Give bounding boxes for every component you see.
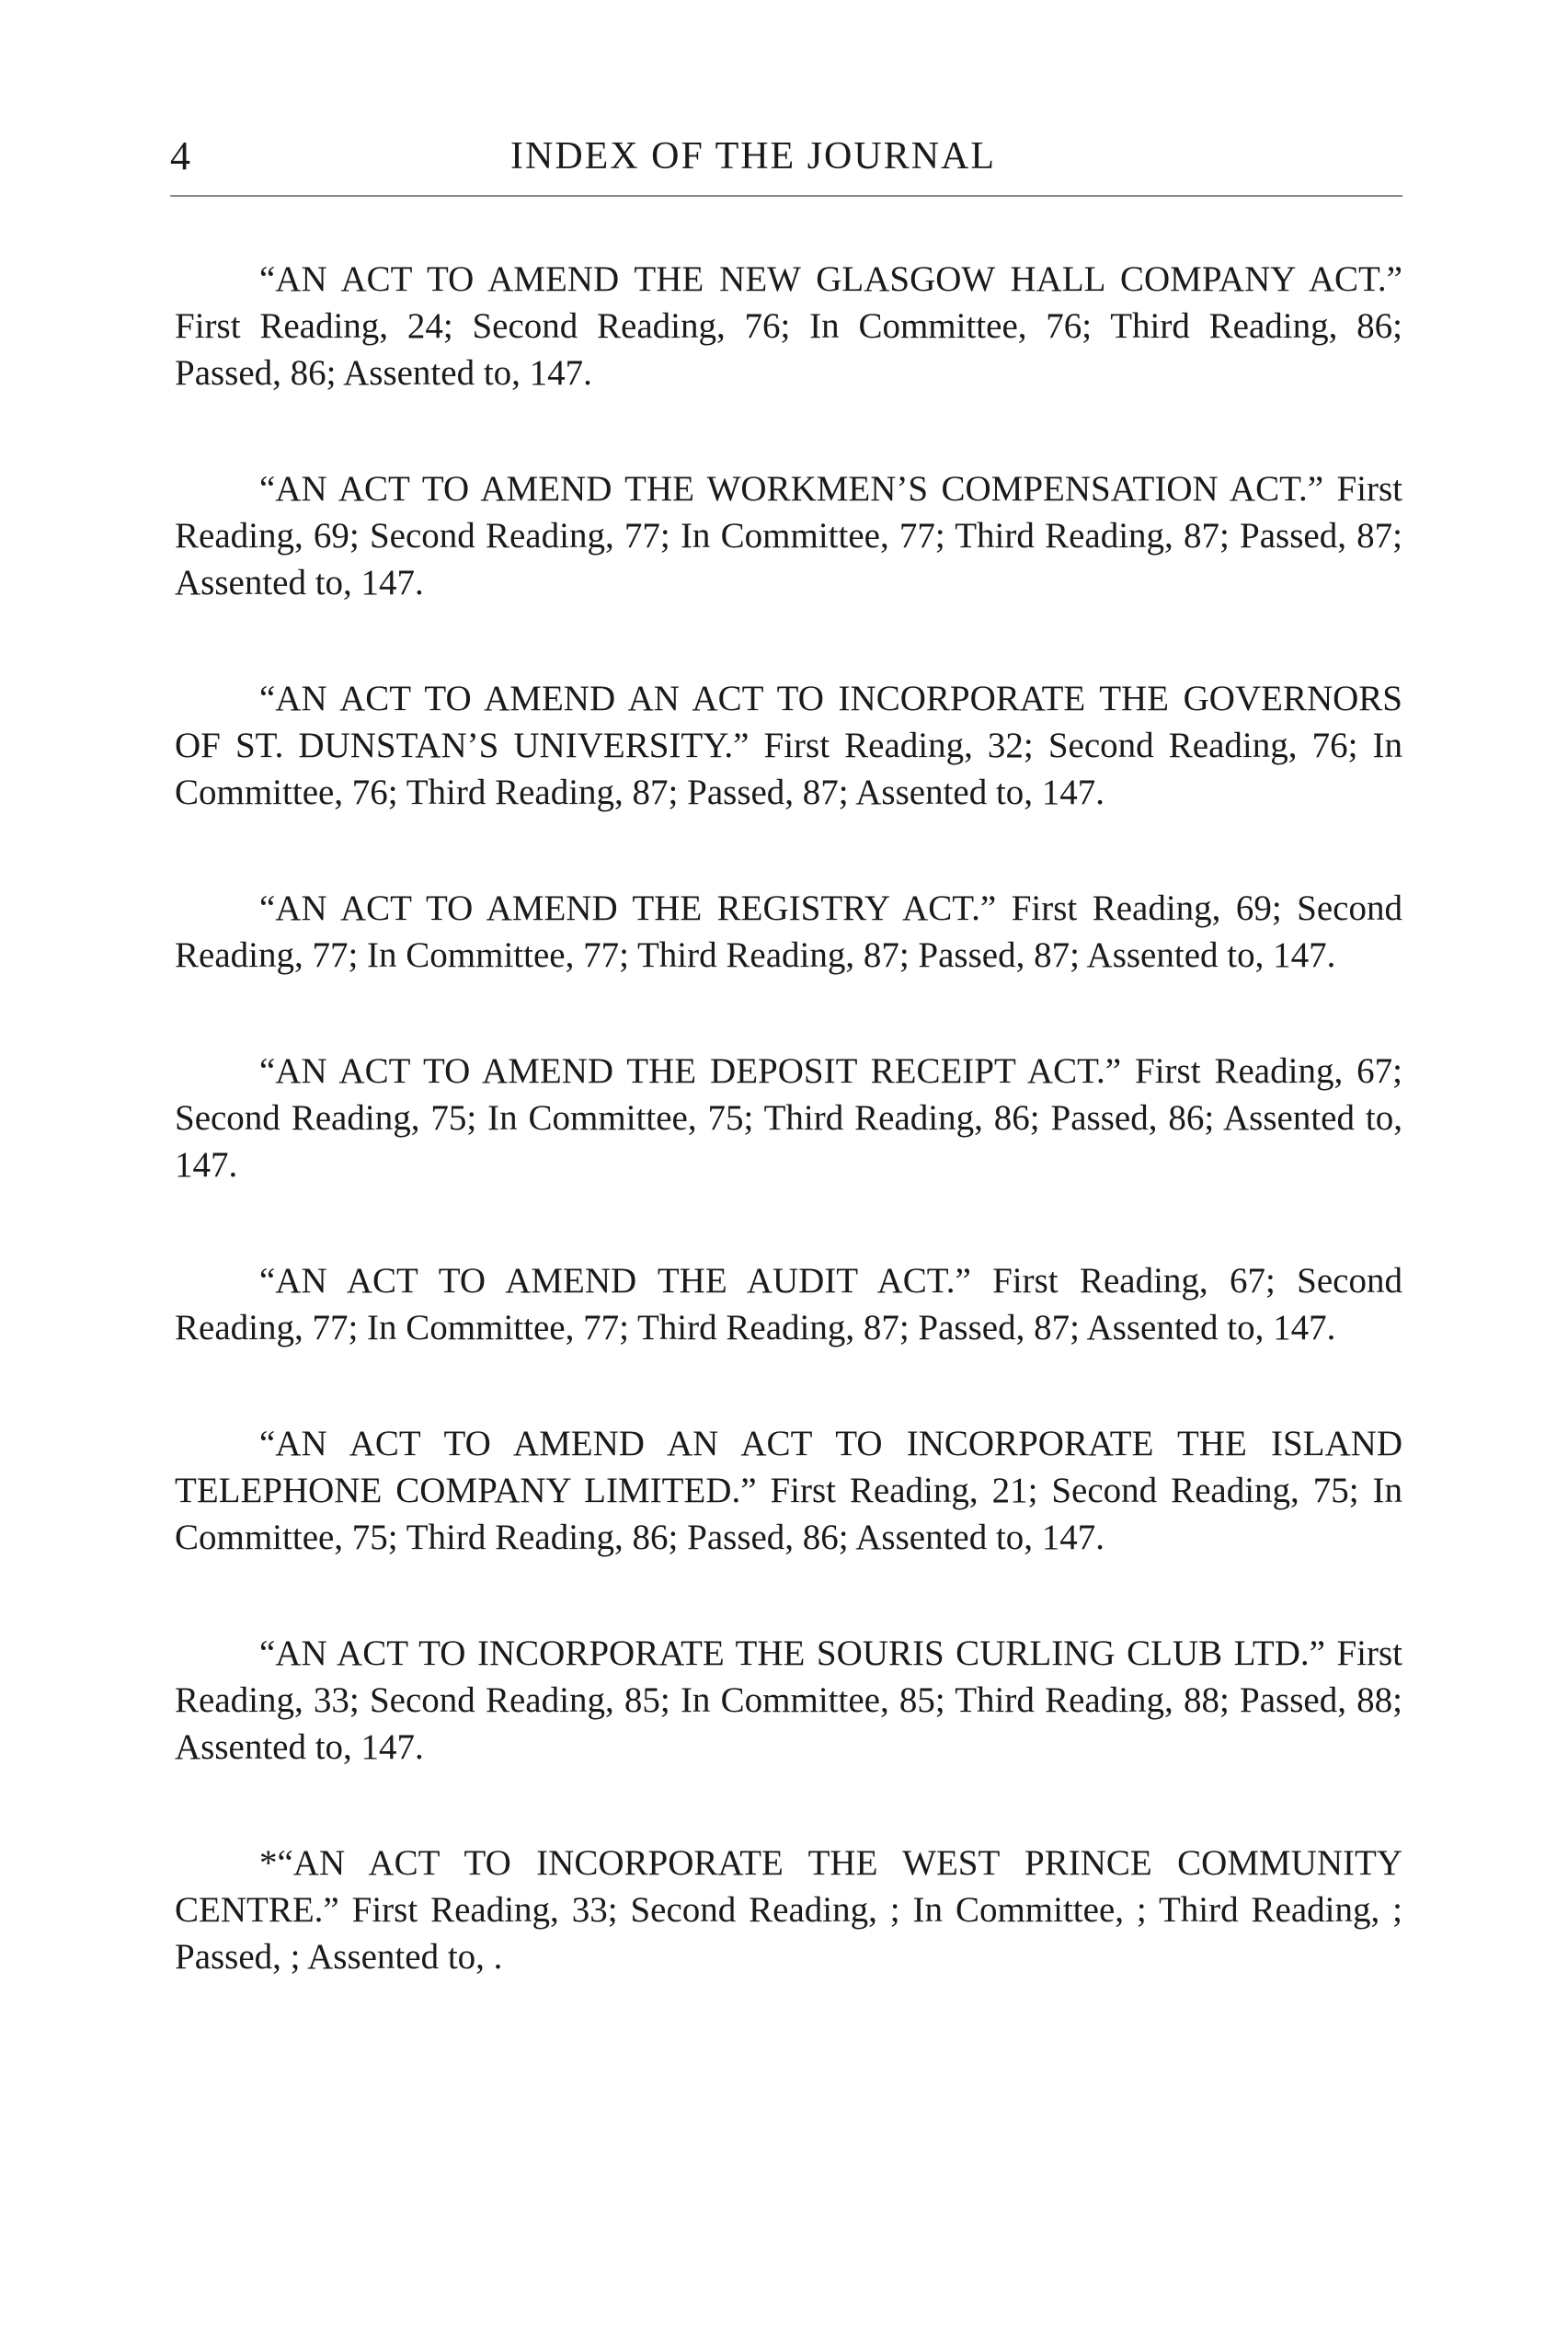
index-entry: “AN ACT TO INCORPORATE THE SOURIS CURLING CLUB LTD.” First Reading, 33; Second Reading, 85; In Committee, 85; Third Reading, 88; Passed, 88; Assented to, 147. (175, 1634, 1402, 1767)
index-entry: “AN ACT TO AMEND AN ACT TO INCORPORATE THE GOVERNORS OF ST. DUNSTAN’S UNIVERSITY.” First Reading, 32; Second Reading, 76; In Committee, 76; Third Reading, 87; Passed, 87; Assented to, 147. (175, 679, 1402, 812)
index-entry: “AN ACT TO AMEND THE DEPOSIT RECEIPT ACT.” First Reading, 67; Second Reading, 75; In Committee, 75; Third Reading, 86; Passed, 86; Assented to, 147. (175, 1051, 1402, 1185)
index-entry: *“AN ACT TO INCORPORATE THE WEST PRINCE COMMUNITY CENTRE.” First Reading, 33; Second Reading, ; In Committee, ; Third Reading, ; Passed, ; Assented to, . (175, 1843, 1402, 1977)
index-entry: “AN ACT TO AMEND THE AUDIT ACT.” First Reading, 67; Second Reading, 77; In Committee, 77; Third Reading, 87; Passed, 87; Assented to, 147. (175, 1261, 1402, 1347)
page-header (170, 129, 1402, 184)
index-entry: “AN ACT TO AMEND THE REGISTRY ACT.” First Reading, 69; Second Reading, 77; In Committee, 77; Third Reading, 87; Passed, 87; Assented to, 147. (175, 888, 1402, 975)
index-entry: “AN ACT TO AMEND THE WORKMEN’S COMPENSATION ACT.” First Reading, 69; Second Reading, 77; In Committee, 77; Third Reading, 87; Passed, 87; Assented to, 147. (175, 469, 1402, 602)
index-entry: “AN ACT TO AMEND AN ACT TO INCORPORATE THE ISLAND TELEPHONE COMPANY LIMITED.” First Reading, 21; Second Reading, 75; In Committee, 75; Third Reading, 86; Passed, 86; Assented to, 147. (175, 1424, 1402, 1557)
running-title: INDEX OF THE JOURNAL (510, 135, 997, 178)
page-number: 4 (170, 133, 190, 178)
header-rule (170, 195, 1402, 197)
index-entry: “AN ACT TO AMEND THE NEW GLASGOW HALL COMPANY ACT.” First Reading, 24; Second Reading, 76; In Committee, 76; Third Reading, 86; Passed, 86; Assented to, 147. (175, 259, 1402, 393)
index-entries (175, 256, 1402, 2049)
